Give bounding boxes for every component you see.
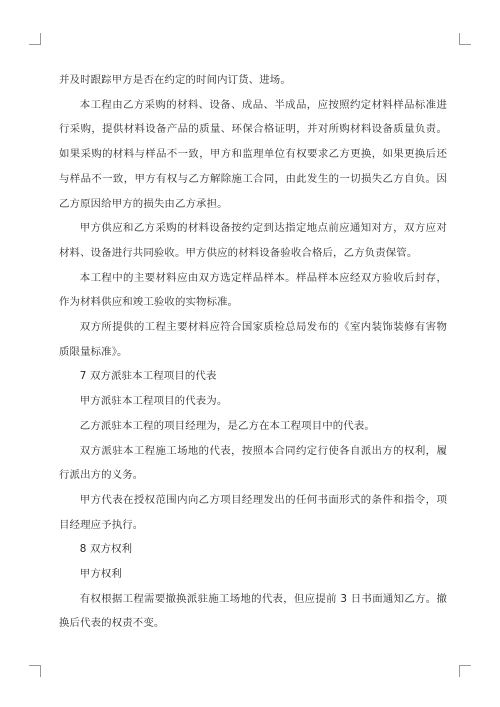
section-heading-representatives: 7 双方派驻本工程项目的代表 bbox=[79, 370, 217, 383]
document-body bbox=[59, 68, 447, 636]
paragraph-hazard-standard: 双方所提供的工程主要材料应符合国家质检总局发布的《室内装饰装修有害物质限量标准》。 bbox=[59, 321, 447, 358]
crop-mark-top-left bbox=[29, 33, 41, 45]
paragraph-material-procurement: 本工程由乙方采购的材料、设备、成品、半成品，应按照约定材料样品标准进行采购，提供材料设备产品的质量、环保合格证明，并对所购材料设备质量负责。如果采购的材料与样品不一致，甲方和监理单位有权要求乙方更换，如果更换后还与样品不一致，甲方有权与乙方解除施工合同，由此发生的一切损失乙方自负。因乙方原因给甲方的损失由乙方承担。 bbox=[59, 98, 447, 210]
crop-mark-bottom-right bbox=[459, 665, 471, 677]
subheading-party-a-rights: 甲方权利 bbox=[79, 568, 122, 581]
paragraph-continuation: 并及时跟踪甲方是否在约定的时间内订货、进场。 bbox=[59, 74, 291, 86]
section-heading-rights: 8 双方权利 bbox=[79, 543, 133, 556]
paragraph-written-instructions: 甲方代表在授权范围内向乙方项目经理发出的任何书面形式的条件和指令，项目经理应予执行。 bbox=[59, 493, 447, 531]
paragraph-party-b-manager: 乙方派驻本工程的项目经理为，是乙方在本工程项目中的代表。 bbox=[79, 419, 375, 432]
paragraph-joint-inspection: 甲方供应和乙方采购的材料设备按约定到达指定地点前应通知对方，双方应对材料、设备进行共同验收。甲方供应的材料设备验收合格后，乙方负责保管。 bbox=[59, 222, 447, 259]
crop-mark-bottom-left bbox=[29, 665, 41, 677]
paragraph-site-representatives: 双方派驻本工程施工场地的代表，按照本合同约定行使各自派出方的权利，履行派出方的义务。 bbox=[59, 444, 447, 482]
crop-mark-top-right bbox=[459, 33, 471, 45]
paragraph-sample-standard: 本工程中的主要材料应由双方选定样品样本。样品样本应经双方验收后封存，作为材料供应和竣工验收的实物标准。 bbox=[59, 271, 447, 309]
paragraph-party-a-representative: 甲方派驻本工程项目的代表为。 bbox=[79, 395, 228, 408]
paragraph-replace-representative: 有权根据工程需要撤换派驻施工场地的代表，但应提前 3 日书面通知乙方。撤换后代表的权责不变。 bbox=[59, 592, 447, 630]
